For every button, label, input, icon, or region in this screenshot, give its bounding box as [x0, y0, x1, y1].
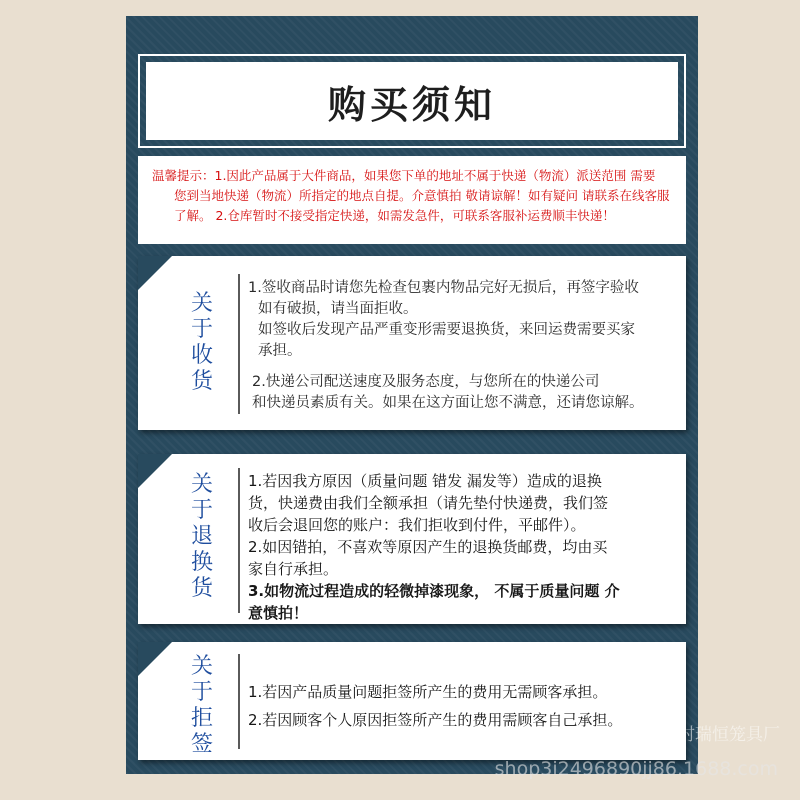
- label-char: 于: [190, 317, 213, 342]
- label-char: 换: [190, 550, 213, 575]
- section-label: [180, 472, 224, 602]
- section-receiving: [138, 256, 686, 430]
- section-returns: [138, 454, 686, 624]
- label-char: 关: [190, 472, 213, 497]
- text-line: 收后会退回您的账户：我们拒收到付件，平邮件）。: [248, 516, 586, 534]
- text-line: 货，快递费由我们全额承担（请先垫付快递费，我们签: [248, 494, 609, 512]
- text-line: 承担。: [258, 343, 302, 359]
- text-line: [248, 362, 678, 372]
- watermark-url: shop3i2496890jj86.1688.com: [494, 758, 778, 780]
- text-line: 如签收后发现产品严重变形需要退换货，来回运费需要买家: [258, 322, 635, 338]
- notice-poster: [126, 16, 698, 774]
- text-line: 如有破损，请当面拒收。: [258, 301, 418, 317]
- text-line: 2.如因错拍，不喜欢等原因产生的退换货邮费，均由买: [248, 538, 608, 556]
- page-title: 购买须知: [327, 82, 496, 127]
- label-char: 收: [190, 343, 213, 368]
- label-char: 拒: [190, 706, 213, 731]
- section-divider: [238, 468, 240, 613]
- text-line: 家自行承担。: [248, 560, 339, 578]
- warm-tip-line: 温馨提示：1.因此产品属于大件商品，如果您下单的地址不属于快递（物流）派送范围 需要: [152, 168, 656, 183]
- text-line: 2.快递公司配送速度及服务态度，与您所在的快递公司: [252, 374, 600, 390]
- section-text: [248, 470, 678, 624]
- section-label: [180, 291, 224, 395]
- text-line: 和快递员素质有关。如果在这方面让您不满意，还请您谅解。: [252, 395, 644, 411]
- warm-tip-line: 您到当地快递（物流）所指定的地点自提。介意慎拍 敬请谅解！如有疑问 请联系在线客服: [174, 188, 670, 203]
- text-line: 2.若因顾客个人原因拒签所产生的费用需顾客自己承担。: [248, 711, 623, 729]
- label-char: 于: [190, 680, 213, 705]
- section-label: [180, 654, 224, 758]
- section-divider: [238, 274, 240, 414]
- warm-tip-box: [138, 156, 686, 244]
- text-line: 3.如物流过程造成的轻微掉漆现象， 不属于质量问题 介: [248, 582, 620, 600]
- label-char: 关: [190, 291, 213, 316]
- label-char: 签: [190, 732, 213, 757]
- title-frame: [138, 54, 686, 148]
- warm-tip-line: 了解。 2.仓库暂时不接受指定快递，如需发急件，可联系客服补运费顺丰快递！: [174, 208, 615, 223]
- label-char: 退: [190, 524, 213, 549]
- section-divider: [238, 654, 240, 749]
- label-char: 于: [190, 498, 213, 523]
- label-char: 货: [190, 576, 213, 601]
- text-line: 1.签收商品时请您先检查包裹内物品完好无损后，再签字验收: [248, 280, 639, 296]
- text-line: 1.若因产品质量问题拒签所产生的费用无需顾客承担。: [248, 683, 608, 701]
- section-text: [248, 278, 678, 414]
- text-line: 意慎拍！: [248, 604, 309, 622]
- watermark-shop-name: 遵化市宫里村瑞恒笼具厂: [593, 725, 780, 745]
- text-line: 1.若因我方原因（质量问题 错发 漏发等）造成的退换: [248, 472, 602, 490]
- label-char: 货: [190, 369, 213, 394]
- label-char: 关: [190, 654, 213, 679]
- title-panel: [146, 62, 678, 140]
